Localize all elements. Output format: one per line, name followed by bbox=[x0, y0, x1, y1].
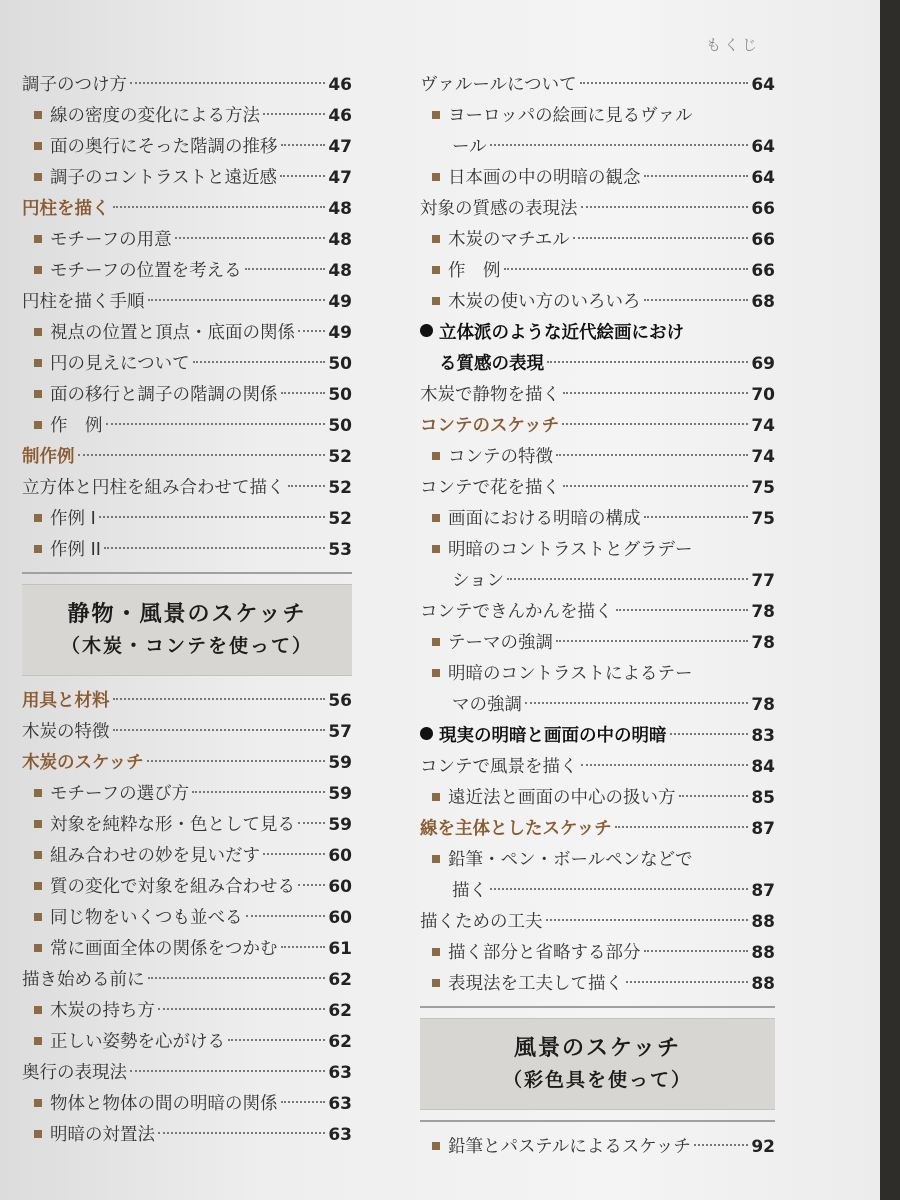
dot-leader bbox=[193, 361, 326, 363]
toc-entry bbox=[420, 814, 775, 845]
toc-entry-page: 61 bbox=[328, 939, 352, 959]
dot-leader bbox=[288, 485, 326, 487]
toc-entry-page: 62 bbox=[328, 1032, 352, 1052]
square-bullet-icon bbox=[34, 1037, 42, 1045]
toc-entry-title: 立方体と円柱を組み合わせて描く bbox=[22, 478, 285, 498]
dot-leader bbox=[581, 764, 749, 766]
square-bullet-icon bbox=[432, 545, 440, 553]
toc-list-right-bottom bbox=[420, 1132, 775, 1163]
toc-entry-page: 88 bbox=[751, 974, 775, 994]
toc-entry bbox=[22, 194, 352, 225]
toc-entry bbox=[420, 442, 775, 473]
toc-entry-title: 面の奥行にそった階調の推移 bbox=[50, 137, 278, 157]
toc-entry bbox=[22, 411, 352, 442]
section-heading-landscape bbox=[420, 1018, 775, 1110]
toc-entry-title: 鉛筆・ペン・ボールペンなどで bbox=[448, 850, 693, 870]
toc-entry bbox=[420, 1132, 775, 1163]
toc-entry bbox=[22, 872, 352, 903]
toc-entry bbox=[420, 721, 775, 752]
dot-leader bbox=[298, 822, 325, 824]
toc-entry-page: 75 bbox=[751, 509, 775, 529]
toc-entry bbox=[22, 1027, 352, 1058]
toc-entry-page: 48 bbox=[328, 230, 352, 250]
toc-entry-page: 70 bbox=[751, 385, 775, 405]
dot-leader bbox=[644, 175, 749, 177]
toc-entry bbox=[22, 1120, 352, 1151]
toc-entry-page: 64 bbox=[751, 137, 775, 157]
dot-leader bbox=[148, 299, 326, 301]
toc-list-left-bottom bbox=[22, 686, 352, 1151]
toc-entry-title: 質の変化で対象を組み合わせる bbox=[50, 877, 295, 897]
dot-leader bbox=[113, 698, 326, 700]
toc-entry-page: 74 bbox=[751, 447, 775, 467]
dot-leader bbox=[106, 423, 326, 425]
toc-entry-page: 59 bbox=[328, 753, 352, 773]
dot-leader bbox=[644, 516, 749, 518]
dot-leader bbox=[78, 454, 326, 456]
toc-entry bbox=[22, 318, 352, 349]
toc-entry-title: 描くための工夫 bbox=[420, 912, 543, 932]
toc-entry-title: テーマの強調 bbox=[448, 633, 553, 653]
dot-leader bbox=[562, 423, 748, 425]
toc-entry-title: る質感の表現 bbox=[439, 354, 544, 374]
square-bullet-icon bbox=[34, 1006, 42, 1014]
toc-entry bbox=[22, 535, 352, 566]
dot-leader bbox=[263, 113, 325, 115]
square-bullet-icon bbox=[432, 948, 440, 956]
toc-entry-page: 47 bbox=[328, 168, 352, 188]
toc-entry bbox=[22, 163, 352, 194]
toc-entry bbox=[420, 690, 775, 721]
toc-entry-title: 常に画面全体の関係をつかむ bbox=[50, 939, 278, 959]
dot-leader bbox=[644, 950, 749, 952]
toc-entry-page: 52 bbox=[328, 478, 352, 498]
toc-entry bbox=[420, 194, 775, 225]
toc-entry-page: 60 bbox=[328, 846, 352, 866]
toc-entry-page: 92 bbox=[751, 1137, 775, 1157]
dot-leader bbox=[670, 733, 749, 735]
square-bullet-icon bbox=[34, 266, 42, 274]
toc-entry bbox=[420, 783, 775, 814]
toc-entry bbox=[22, 717, 352, 748]
toc-entry-title: モチーフの用意 bbox=[50, 230, 172, 250]
toc-entry bbox=[420, 411, 775, 442]
toc-entry-title: 線を主体としたスケッチ bbox=[420, 819, 612, 839]
toc-entry-title: コンテの特徴 bbox=[448, 447, 553, 467]
square-bullet-icon bbox=[34, 514, 42, 522]
toc-entry-page: 52 bbox=[328, 447, 352, 467]
toc-entry-page: 83 bbox=[751, 726, 775, 746]
toc-entry-title: 同じ物をいくつも並べる bbox=[50, 908, 243, 928]
square-bullet-icon bbox=[34, 1130, 42, 1138]
toc-entry bbox=[22, 101, 352, 132]
toc-entry-title: 正しい姿勢を心がける bbox=[50, 1032, 225, 1052]
toc-entry-page: 50 bbox=[328, 354, 352, 374]
toc-entry-page: 50 bbox=[328, 416, 352, 436]
square-bullet-icon bbox=[432, 173, 440, 181]
page-header: もくじ bbox=[705, 36, 760, 54]
square-bullet-icon bbox=[34, 328, 42, 336]
toc-entry bbox=[420, 225, 775, 256]
dot-leader bbox=[99, 516, 326, 518]
toc-entry-page: 68 bbox=[751, 292, 775, 312]
toc-entry bbox=[22, 380, 352, 411]
square-bullet-icon bbox=[34, 390, 42, 398]
toc-entry-title: コンテで花を描く bbox=[420, 478, 560, 498]
toc-entry-title: コンテのスケッチ bbox=[420, 416, 560, 436]
dot-leader bbox=[175, 237, 326, 239]
toc-entry-title: モチーフの選び方 bbox=[50, 784, 190, 804]
toc-entry bbox=[420, 535, 775, 566]
toc-entry-page: 66 bbox=[751, 199, 775, 219]
toc-entry-page: 74 bbox=[751, 416, 775, 436]
dot-leader bbox=[615, 826, 749, 828]
toc-entry-title: 組み合わせの妙を見いだす bbox=[50, 846, 260, 866]
square-bullet-icon bbox=[34, 789, 42, 797]
toc-entry-page: 57 bbox=[328, 722, 352, 742]
toc-entry-page: 87 bbox=[751, 819, 775, 839]
section-subtitle: （木炭・コンテを使って） bbox=[60, 635, 313, 657]
toc-entry-page: 84 bbox=[751, 757, 775, 777]
toc-entry-title: 描き始める前に bbox=[22, 970, 145, 990]
square-bullet-icon bbox=[432, 855, 440, 863]
toc-entry bbox=[420, 628, 775, 659]
toc-entry-title: 日本画の中の明暗の観念 bbox=[448, 168, 641, 188]
toc-entry-title: 円柱を描く bbox=[22, 199, 110, 219]
toc-entry-page: 63 bbox=[328, 1094, 352, 1114]
dot-leader bbox=[298, 884, 325, 886]
toc-entry bbox=[420, 318, 775, 349]
toc-entry bbox=[420, 101, 775, 132]
dot-leader bbox=[490, 144, 749, 146]
toc-entry-title: 作 例 bbox=[50, 416, 103, 436]
section-heading-still-life bbox=[22, 584, 352, 676]
dot-leader bbox=[281, 144, 326, 146]
filled-circle-icon bbox=[420, 727, 433, 740]
toc-entry-page: 64 bbox=[751, 168, 775, 188]
section-title: 静物・風景のスケッチ bbox=[67, 602, 307, 627]
toc-entry-page: 46 bbox=[328, 75, 352, 95]
toc-entry-title: コンテできんかんを描く bbox=[420, 602, 613, 622]
toc-entry bbox=[420, 163, 775, 194]
dot-leader bbox=[245, 268, 326, 270]
dot-leader bbox=[281, 946, 326, 948]
toc-entry-page: 78 bbox=[751, 633, 775, 653]
dot-leader bbox=[281, 392, 326, 394]
square-bullet-icon bbox=[432, 297, 440, 305]
square-bullet-icon bbox=[432, 638, 440, 646]
toc-entry bbox=[22, 473, 352, 504]
toc-entry-page: 53 bbox=[328, 540, 352, 560]
toc-entry bbox=[420, 876, 775, 907]
toc-entry bbox=[420, 256, 775, 287]
toc-entry bbox=[22, 287, 352, 318]
dot-leader bbox=[507, 578, 748, 580]
toc-entry bbox=[420, 597, 775, 628]
toc-entry-title: 視点の位置と頂点・底面の関係 bbox=[50, 323, 295, 343]
toc-entry-page: 50 bbox=[328, 385, 352, 405]
toc-entry-title: 現実の明暗と画面の中の明暗 bbox=[439, 726, 667, 746]
divider bbox=[420, 1006, 775, 1008]
square-bullet-icon bbox=[34, 421, 42, 429]
square-bullet-icon bbox=[34, 235, 42, 243]
toc-entry-page: 48 bbox=[328, 261, 352, 281]
toc-entry-page: 48 bbox=[328, 199, 352, 219]
dot-leader bbox=[113, 206, 326, 208]
toc-entry-title: ヴァルールについて bbox=[420, 75, 577, 95]
toc-entry-title: ヨーロッパの絵画に見るヴァル bbox=[448, 106, 693, 126]
square-bullet-icon bbox=[34, 545, 42, 553]
dot-leader bbox=[246, 915, 326, 917]
toc-entry-title: 線の密度の変化による方法 bbox=[50, 106, 260, 126]
toc-entry-title: 描く bbox=[452, 881, 487, 901]
toc-entry bbox=[22, 748, 352, 779]
toc-entry-title: 作例 I bbox=[50, 509, 96, 529]
toc-entry-page: 47 bbox=[328, 137, 352, 157]
square-bullet-icon bbox=[432, 452, 440, 460]
dot-leader bbox=[158, 1132, 325, 1134]
toc-entry bbox=[420, 473, 775, 504]
dot-leader bbox=[556, 640, 748, 642]
toc-entry-page: 63 bbox=[328, 1063, 352, 1083]
square-bullet-icon bbox=[34, 173, 42, 181]
toc-entry bbox=[420, 132, 775, 163]
toc-entry bbox=[22, 810, 352, 841]
toc-entry bbox=[22, 70, 352, 101]
toc-entry-page: 62 bbox=[328, 970, 352, 990]
toc-entry bbox=[420, 938, 775, 969]
dot-leader bbox=[148, 977, 326, 979]
toc-entry-title: 円の見えについて bbox=[50, 354, 190, 374]
toc-entry-title: 鉛筆とパステルによるスケッチ bbox=[448, 1137, 691, 1157]
square-bullet-icon bbox=[432, 793, 440, 801]
toc-entry bbox=[420, 907, 775, 938]
toc-entry-title: 木炭の使い方のいろいろ bbox=[448, 292, 641, 312]
filled-circle-icon bbox=[420, 324, 433, 337]
toc-entry-title: ション bbox=[452, 571, 505, 591]
toc-entry-title: コンテで風景を描く bbox=[420, 757, 578, 777]
toc-entry-page: 69 bbox=[751, 354, 775, 374]
toc-entry-page: 77 bbox=[751, 571, 775, 591]
toc-entry-title: 円柱を描く手順 bbox=[22, 292, 145, 312]
dot-leader bbox=[490, 888, 748, 890]
toc-entry bbox=[420, 845, 775, 876]
section-title: 風景のスケッチ bbox=[514, 1036, 681, 1061]
toc-entry-title: 奥行の表現法 bbox=[22, 1063, 127, 1083]
toc-entry bbox=[420, 70, 775, 101]
square-bullet-icon bbox=[34, 820, 42, 828]
dot-leader bbox=[616, 609, 749, 611]
toc-entry-title: 用具と材料 bbox=[22, 691, 110, 711]
square-bullet-icon bbox=[432, 266, 440, 274]
square-bullet-icon bbox=[34, 944, 42, 952]
toc-entry bbox=[22, 1089, 352, 1120]
toc-entry bbox=[420, 566, 775, 597]
toc-entry-page: 59 bbox=[328, 784, 352, 804]
toc-entry-page: 66 bbox=[751, 230, 775, 250]
toc-entry-page: 60 bbox=[328, 908, 352, 928]
dot-leader bbox=[504, 268, 749, 270]
toc-entry-title: 遠近法と画面の中心の扱い方 bbox=[448, 788, 676, 808]
toc-entry-title: 木炭で静物を描く bbox=[420, 385, 560, 405]
toc-list-left-top bbox=[22, 70, 352, 566]
toc-entry-title: 作 例 bbox=[448, 261, 501, 281]
toc-entry-page: 78 bbox=[751, 602, 775, 622]
toc-entry-page: 78 bbox=[751, 695, 775, 715]
dot-leader bbox=[158, 1008, 325, 1010]
toc-entry-title: マの強調 bbox=[452, 695, 522, 715]
toc-entry-title: モチーフの位置を考える bbox=[50, 261, 242, 281]
square-bullet-icon bbox=[432, 1142, 440, 1150]
dot-leader bbox=[581, 206, 749, 208]
square-bullet-icon bbox=[432, 514, 440, 522]
dot-leader bbox=[281, 1101, 326, 1103]
dot-leader bbox=[280, 175, 325, 177]
dot-leader bbox=[263, 853, 325, 855]
square-bullet-icon bbox=[432, 235, 440, 243]
dot-leader bbox=[298, 330, 325, 332]
toc-entry-title: 作例 II bbox=[50, 540, 101, 560]
square-bullet-icon bbox=[34, 851, 42, 859]
toc-entry-page: 88 bbox=[751, 912, 775, 932]
dot-leader bbox=[104, 547, 325, 549]
divider bbox=[22, 572, 352, 574]
toc-entry-title: 木炭のスケッチ bbox=[22, 753, 144, 773]
toc-entry bbox=[420, 287, 775, 318]
dot-leader bbox=[130, 82, 325, 84]
toc-entry bbox=[420, 969, 775, 1000]
toc-entry-page: 59 bbox=[328, 815, 352, 835]
toc-entry-title: 木炭の持ち方 bbox=[50, 1001, 155, 1021]
toc-entry bbox=[22, 132, 352, 163]
toc-entry-page: 62 bbox=[328, 1001, 352, 1021]
toc-entry-title: 物体と物体の間の明暗の関係 bbox=[50, 1094, 278, 1114]
toc-entry bbox=[22, 686, 352, 717]
dot-leader bbox=[113, 729, 326, 731]
square-bullet-icon bbox=[432, 669, 440, 677]
toc-entry bbox=[22, 965, 352, 996]
toc-entry bbox=[22, 903, 352, 934]
toc-entry bbox=[420, 752, 775, 783]
toc-entry bbox=[420, 349, 775, 380]
dot-leader bbox=[644, 299, 749, 301]
toc-entry bbox=[22, 256, 352, 287]
toc-entry-title: 調子のつけ方 bbox=[22, 75, 127, 95]
dot-leader bbox=[130, 1070, 325, 1072]
square-bullet-icon bbox=[34, 882, 42, 890]
toc-entry-page: 60 bbox=[328, 877, 352, 897]
toc-entry-page: 63 bbox=[328, 1125, 352, 1145]
toc-entry bbox=[22, 779, 352, 810]
dot-leader bbox=[563, 392, 748, 394]
toc-entry-title: 立体派のような近代絵画におけ bbox=[439, 323, 684, 343]
toc-entry bbox=[22, 442, 352, 473]
toc-entry-page: 88 bbox=[751, 943, 775, 963]
toc-entry-page: 75 bbox=[751, 478, 775, 498]
toc-entry-page: 66 bbox=[751, 261, 775, 281]
toc-entry-title: 明暗のコントラストによるテー bbox=[448, 664, 693, 684]
dot-leader bbox=[228, 1039, 325, 1041]
square-bullet-icon bbox=[34, 142, 42, 150]
toc-entry-title: 対象の質感の表現法 bbox=[420, 199, 578, 219]
toc-entry-page: 64 bbox=[751, 75, 775, 95]
square-bullet-icon bbox=[432, 979, 440, 987]
toc-entry-page: 46 bbox=[328, 106, 352, 126]
dot-leader bbox=[573, 237, 749, 239]
toc-entry bbox=[420, 504, 775, 535]
toc-entry-page: 56 bbox=[328, 691, 352, 711]
dot-leader bbox=[556, 454, 748, 456]
left-column bbox=[22, 70, 352, 1151]
square-bullet-icon bbox=[432, 111, 440, 119]
toc-entry-title: 木炭の特徴 bbox=[22, 722, 110, 742]
toc-entry-title: 面の移行と調子の階調の関係 bbox=[50, 385, 278, 405]
toc-entry-title: 表現法を工夫して描く bbox=[448, 974, 623, 994]
toc-entry-title: 画面における明暗の構成 bbox=[448, 509, 641, 529]
toc-entry bbox=[22, 1058, 352, 1089]
toc-entry-title: 明暗のコントラストとグラデー bbox=[448, 540, 693, 560]
toc-entry-page: 87 bbox=[751, 881, 775, 901]
toc-entry-title: 対象を純粋な形・色として見る bbox=[50, 815, 295, 835]
toc-entry-page: 52 bbox=[328, 509, 352, 529]
square-bullet-icon bbox=[34, 913, 42, 921]
toc-entry-page: 85 bbox=[751, 788, 775, 808]
square-bullet-icon bbox=[34, 359, 42, 367]
toc-entry bbox=[22, 996, 352, 1027]
divider bbox=[420, 1120, 775, 1122]
dot-leader bbox=[546, 919, 749, 921]
toc-entry bbox=[420, 380, 775, 411]
toc-entry-page: 49 bbox=[328, 323, 352, 343]
square-bullet-icon bbox=[34, 1099, 42, 1107]
section-subtitle: （彩色具を使って） bbox=[502, 1069, 692, 1091]
toc-entry-title: 制作例 bbox=[22, 447, 75, 467]
square-bullet-icon bbox=[34, 111, 42, 119]
dot-leader bbox=[525, 702, 748, 704]
toc-entry-title: 木炭のマチエル bbox=[448, 230, 570, 250]
dot-leader bbox=[192, 791, 325, 793]
dot-leader bbox=[563, 485, 748, 487]
dot-leader bbox=[626, 981, 748, 983]
dot-leader bbox=[694, 1144, 748, 1146]
toc-entry bbox=[22, 225, 352, 256]
right-column bbox=[420, 70, 775, 1163]
dot-leader bbox=[679, 795, 749, 797]
dot-leader bbox=[580, 82, 749, 84]
toc-list-right-top bbox=[420, 70, 775, 1000]
toc-entry-title: 描く部分と省略する部分 bbox=[448, 943, 641, 963]
toc-entry bbox=[420, 659, 775, 690]
toc-entry-title: 明暗の対置法 bbox=[50, 1125, 155, 1145]
toc-entry bbox=[22, 934, 352, 965]
dot-leader bbox=[147, 760, 326, 762]
toc-entry-page: 49 bbox=[328, 292, 352, 312]
toc-entry-title: ール bbox=[452, 137, 487, 157]
toc-entry bbox=[22, 841, 352, 872]
toc-entry-title: 調子のコントラストと遠近感 bbox=[50, 168, 277, 188]
toc-entry bbox=[22, 349, 352, 380]
dot-leader bbox=[547, 361, 748, 363]
toc-entry bbox=[22, 504, 352, 535]
